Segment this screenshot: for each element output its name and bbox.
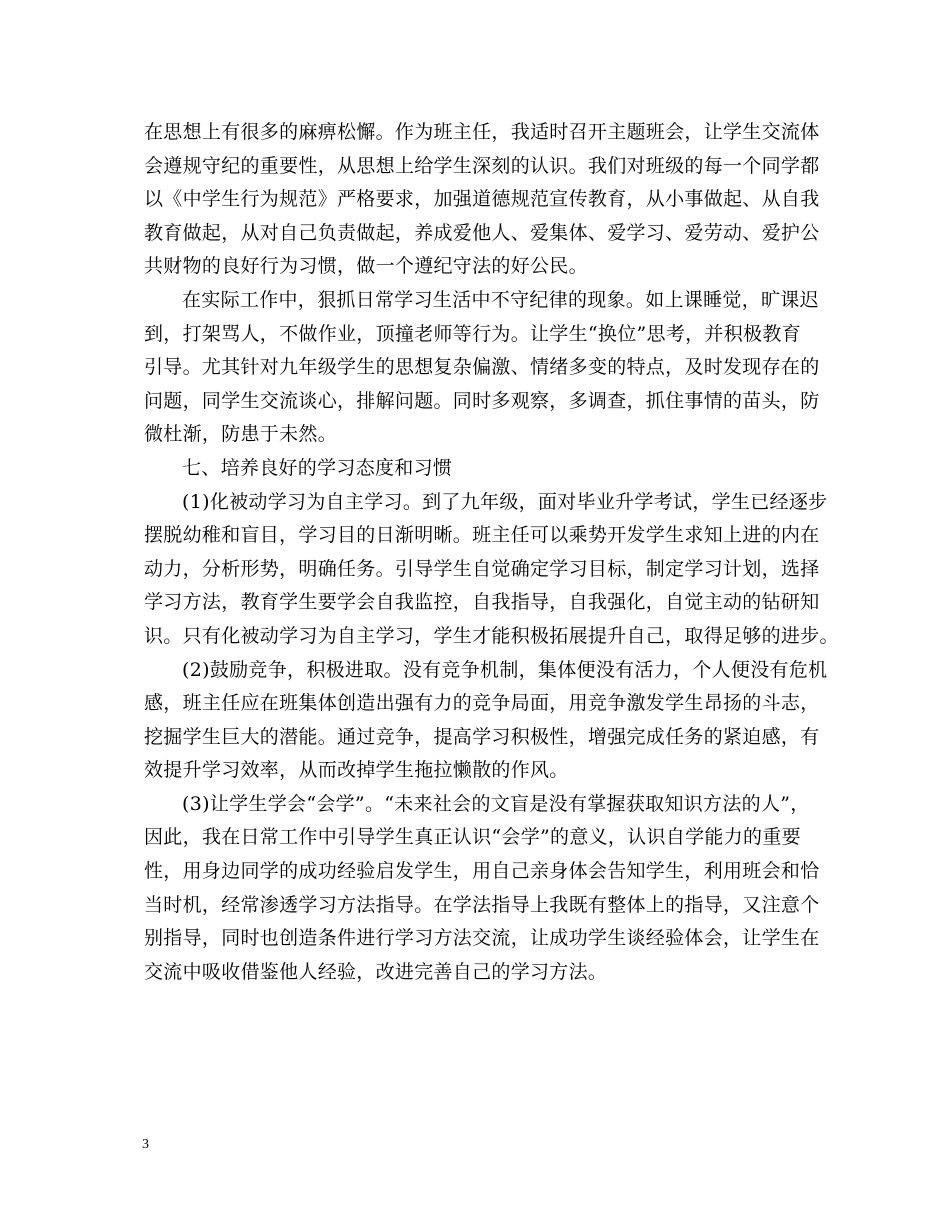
- paragraph-1: [144, 116, 820, 284]
- text-line: 到，打架骂人，不做作业，顶撞老师等行为。让学生“换位”思考，并积极教育: [144, 322, 801, 345]
- text-line: 微杜渐，防患于未然。: [144, 423, 338, 446]
- document-body: [144, 116, 839, 989]
- text-line: (2)鼓励竞争，积极进取。没有竞争机制，集体便没有活力，个人便没有危机: [182, 658, 828, 681]
- text-line: 引导。尤其针对九年级学生的思想复杂偏激、情绪多变的特点，及时发现存在的: [144, 356, 820, 379]
- text-line: 以《中学生行为规范》严格要求，加强道德规范宣传教育，从小事做起、从自我: [144, 188, 820, 211]
- paragraph-item-3: [144, 788, 820, 990]
- text-line: 性，用身边同学的成功经验启发学生，用自己亲身体会告知学生，利用班会和恰: [144, 860, 820, 883]
- text-line: 学习方法，教育学生要学会自我监控，自我指导，自我强化，自觉主动的钻研知: [144, 591, 820, 614]
- text-line: 因此，我在日常工作中引导学生真正认识“会学”的意义，认识自学能力的重要: [144, 826, 801, 849]
- text-line: 在实际工作中，狠抓日常学习生活中不守纪律的现象。如上课睡觉，旷课迟: [182, 288, 819, 311]
- text-line: 效提升学习效率，从而改掉学生拖拉懒散的作风。: [144, 759, 569, 782]
- text-line: 动力，分析形势，明确任务。引导学生自觉确定学习目标，制定学习计划，选择: [144, 557, 820, 580]
- text-line: 交流中吸收借鉴他人经验，改进完善自己的学习方法。: [144, 960, 608, 983]
- text-line: 当时机，经常渗透学习方法指导。在学法指导上我既有整体上的指导，又注意个: [144, 893, 820, 916]
- text-line: 在思想上有很多的麻痹松懈。作为班主任，我适时召开主题班会，让学生交流体: [144, 121, 820, 143]
- text-line: (1)化被动学习为自主学习。到了九年级，面对毕业升学考试，学生已经逐步: [182, 490, 828, 513]
- text-line: 问题，同学生交流谈心，排解问题。同时多观察，多调查，抓住事情的苗头，防: [144, 389, 820, 412]
- text-line: 挖掘学生巨大的潜能。通过竞争，提高学习积极性，增强完成任务的紧迫感，有: [144, 725, 820, 748]
- text-line: 会遵规守纪的重要性，从思想上给学生深刻的认识。我们对班级的每一个同学都: [144, 154, 820, 177]
- text-line: 摆脱幼稚和盲目，学习目的日渐明晰。班主任可以乘势开发学生求知上进的内在: [144, 524, 820, 547]
- text-line: 别指导，同时也创造条件进行学习方法交流，让成功学生谈经验体会，让学生在: [144, 927, 820, 950]
- paragraph-2: [144, 284, 820, 452]
- text-line: 识。只有化被动学习为自主学习，学生才能积极拓展提升自己，取得足够的进步。: [144, 624, 839, 647]
- paragraph-item-2: [144, 654, 828, 788]
- text-line: 教育做起，从对自己负责做起，养成爱他人、爱集体、爱学习、爱劳动、爱护公: [144, 221, 820, 244]
- text-line: (3)让学生学会“会学”。“未来社会的文盲是没有掌握获取知识方法的人”，: [182, 792, 810, 815]
- section-heading: [144, 452, 820, 486]
- paragraph-item-1: [144, 486, 839, 654]
- text-line: 感，班主任应在班集体创造出强有力的竞争局面，用竞争激发学生昂扬的斗志，: [144, 692, 820, 715]
- text-line: 共财物的良好行为习惯，做一个遵纪守法的好公民。: [144, 255, 588, 278]
- heading-text: 七、培养良好的学习态度和习惯: [182, 456, 453, 479]
- page-number: 3: [142, 1137, 149, 1152]
